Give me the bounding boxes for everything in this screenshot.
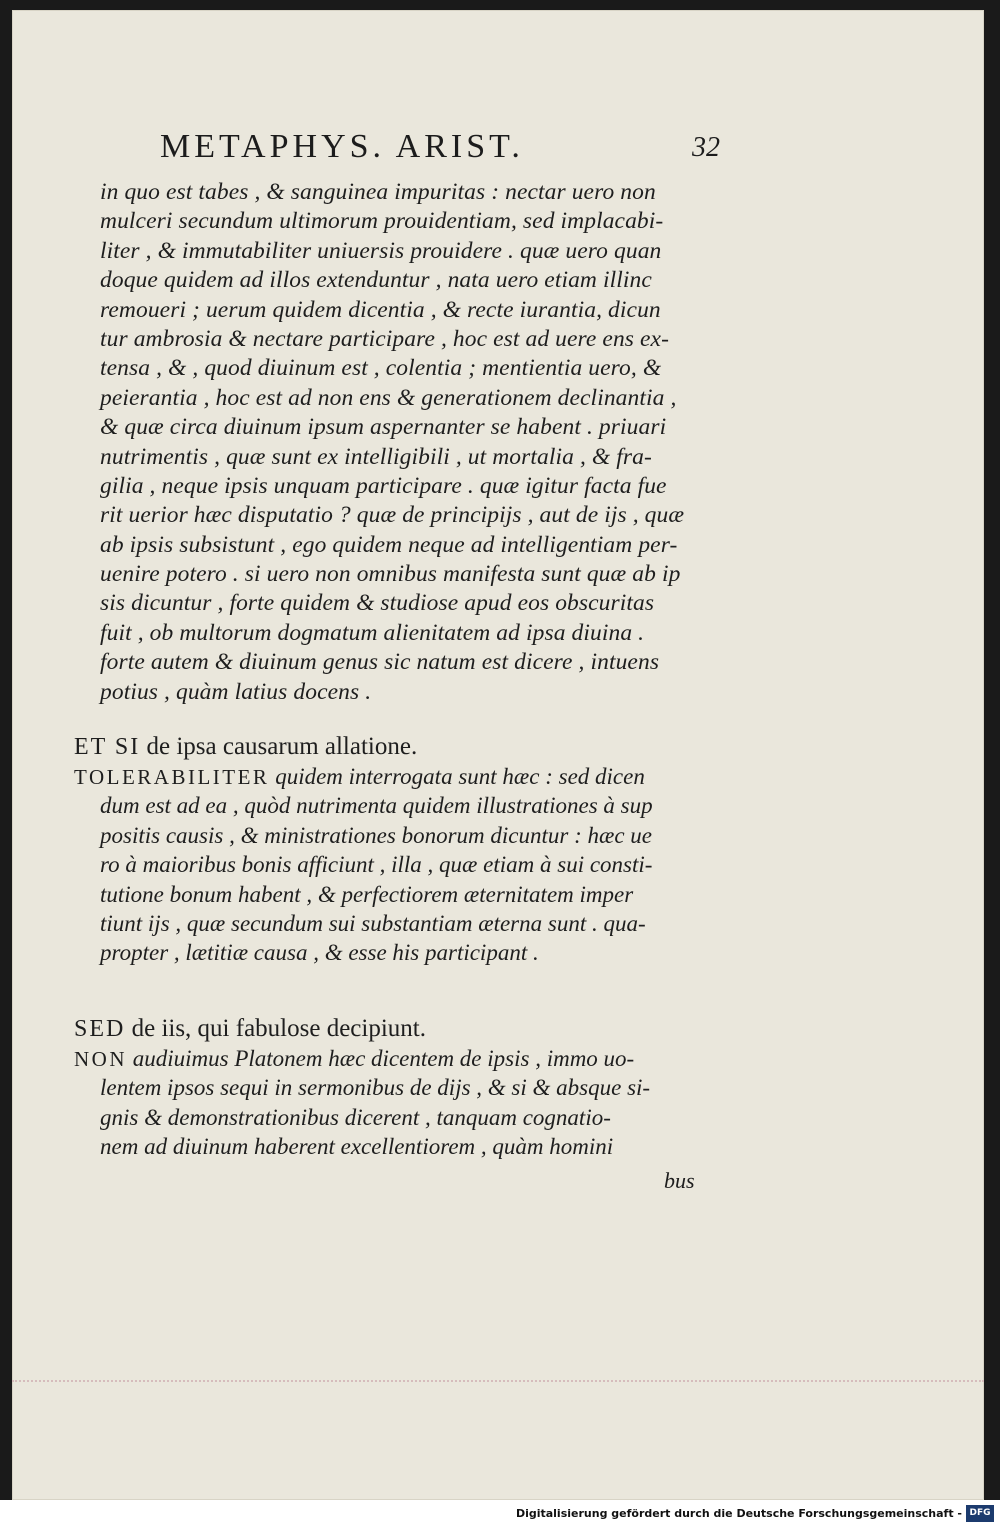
section-3-answer-first-line: [74, 1044, 704, 1073]
text-line: rit uerior hæc disputatio ? quæ de principijs , aut de ijs , quæ: [100, 502, 685, 529]
text-line: & quæ circa diuinum ipsum aspernanter se habent . priuari: [100, 414, 667, 441]
page-edge-dots: [12, 1380, 984, 1382]
text-line: nutrimentis , quæ sunt ex intelligibili , ut mortalia , & fra-: [100, 443, 652, 470]
text-line: dum est ad ea , quòd nutrimenta quidem illustrationes à sup: [100, 793, 653, 819]
section-3-heading-text: de iis, qui fabulose decipiunt.: [131, 1015, 426, 1042]
text-line: remoueri ; uerum quidem dicentia , & recte iurantia, dicun: [100, 296, 661, 323]
text-line: peierantia , hoc est ad non ens & generationem declinantia ,: [100, 384, 677, 411]
page-number: 32: [692, 132, 720, 163]
section-2-answer-text: quidem interrogata sunt hæc : sed dicen: [275, 764, 645, 789]
footer-bar: [0, 1500, 1000, 1529]
catchword: bus: [664, 1168, 695, 1193]
section-2-heading: [74, 732, 704, 762]
text-line: positis causis , & ministrationes bonorum dicuntur : hæc ue: [100, 822, 652, 848]
section-2-heading-lead: ET SI: [74, 734, 141, 760]
section-3-heading: [74, 1014, 704, 1044]
text-line: tensa , & , quod diuinum est , colentia ; mentientia uero, &: [100, 355, 662, 382]
text-line: ab ipsis subsistunt , ego quidem neque ad intelligentiam per-: [100, 531, 678, 558]
book-page: [12, 10, 984, 1500]
text-line: forte autem & diuinum genus sic natum est dicere , intuens: [100, 649, 660, 676]
text-line: fuit , ob multorum dogmatum alienitatem ad ipsa diuina .: [100, 619, 645, 646]
text-line: tiunt ijs , quæ secundum sui substantiam æterna sunt . qua-: [100, 910, 646, 936]
text-line: in quo est tabes , & sanguinea impuritas : nectar uero non: [100, 179, 656, 205]
section-2-answer-lead: TOLERABILITER: [74, 765, 270, 789]
page-header: [160, 128, 720, 172]
text-line: mulceri secundum ultimorum prouidentiam, sed implacabi-: [100, 208, 664, 235]
text-line: potius , quàm latius docens .: [100, 678, 372, 705]
section-3-heading-lead: SED: [74, 1016, 126, 1042]
text-line: tutione bonum habent , & perfectiorem æternitatem imper: [100, 881, 634, 907]
text-line: sis dicuntur , forte quidem & studiose apud eos obscuritas: [100, 590, 655, 617]
text-line: uenire potero . si uero non omnibus manifesta sunt quæ ab ip: [100, 561, 681, 588]
text-line: doque quidem ad illos extenduntur , nata uero etiam illinc: [100, 267, 652, 294]
text-line: ro à maioribus bonis afficiunt , illa , quæ etiam à sui consti-: [100, 852, 653, 878]
text-line: propter , lætitiæ causa , & esse his participant .: [100, 940, 539, 966]
section-3: [74, 1014, 704, 1162]
text-line: gnis & demonstrationibus dicerent , tanquam cognatio-: [100, 1104, 611, 1130]
footer-credit: Digitalisierung gefördert durch die Deutsche Forschungsgemeinschaft -: [515, 1507, 962, 1520]
text-line: liter , & immutabiliter uniuersis prouidere . quæ uero quan: [100, 237, 662, 264]
section-2: [74, 732, 704, 968]
text-line: gilia , neque ipsis unquam participare . quæ igitur facta fue: [100, 472, 667, 499]
section-3-answer-lines: [74, 1073, 704, 1161]
paragraph-1-lines: [100, 178, 700, 707]
dfg-logo: DFG: [966, 1505, 994, 1522]
section-2-answer-lines: [74, 791, 704, 967]
section-3-answer-lead: NON: [74, 1047, 127, 1071]
text-line: nem ad diuinum haberent excellentiorem , quàm homini: [100, 1134, 614, 1160]
section-3-answer-text: audiuimus Platonem hæc dicentem de ipsis , immo uo-: [132, 1046, 635, 1071]
running-head: METAPHYS. ARIST.: [160, 128, 524, 165]
paragraph-1: [100, 178, 700, 707]
section-2-heading-text: de ipsa causarum allatione.: [146, 733, 418, 760]
text-line: lentem ipsos sequi in sermonibus de dijs , & si & absque si-: [100, 1075, 651, 1101]
section-2-answer-first-line: [74, 762, 704, 791]
text-line: tur ambrosia & nectare participare , hoc est ad uere ens ex-: [100, 325, 670, 352]
